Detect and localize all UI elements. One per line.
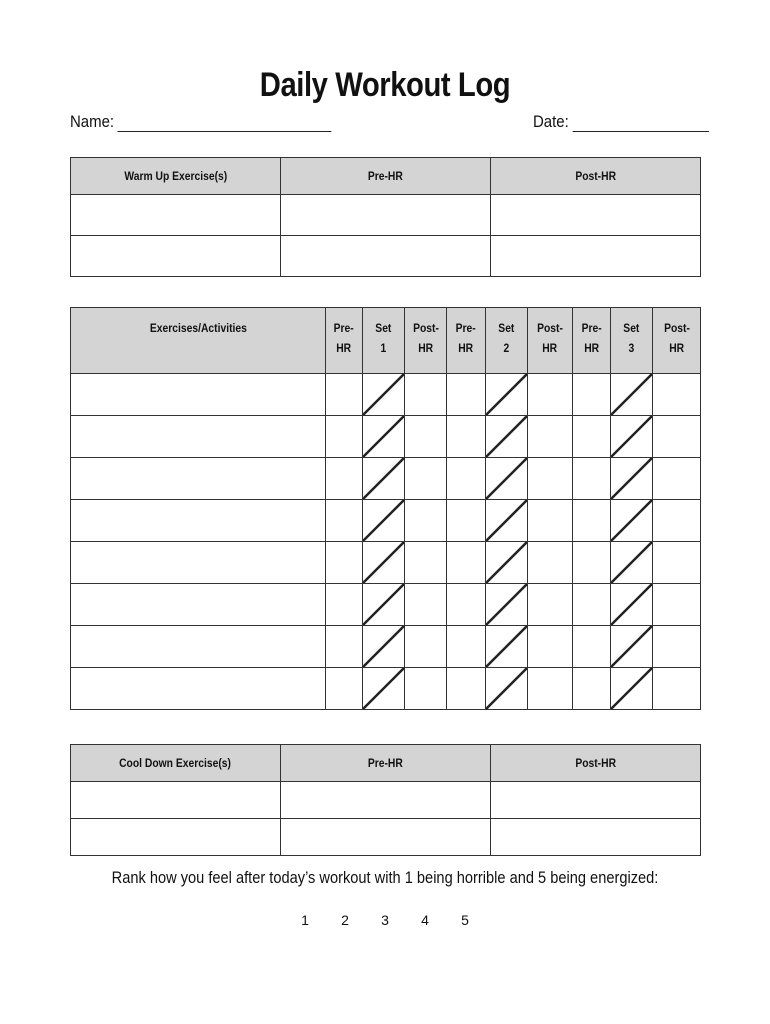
cooldown-pre-hr-cell[interactable] <box>281 819 491 856</box>
post-hr-3-cell[interactable] <box>653 500 701 542</box>
diagonal-divider <box>486 500 527 541</box>
pre-hr-3-cell[interactable] <box>573 458 611 500</box>
post-hr-2-cell[interactable] <box>528 416 573 458</box>
set-2-cell[interactable] <box>486 668 528 710</box>
diagonal-divider <box>486 416 527 457</box>
rank-option-5[interactable]: 5 <box>461 912 469 928</box>
name-label: Name: <box>70 112 115 131</box>
exercise-table-header: Set 2 <box>486 308 528 374</box>
exercise-row <box>71 584 701 626</box>
post-hr-2-cell[interactable] <box>528 668 573 710</box>
diagonal-divider <box>363 668 404 709</box>
diagonal-divider <box>611 584 652 625</box>
set-3-cell[interactable] <box>611 374 653 416</box>
exercise-cell[interactable] <box>71 458 326 500</box>
set-2-cell[interactable] <box>486 584 528 626</box>
post-hr-2-cell[interactable] <box>528 542 573 584</box>
pre-hr-3-cell[interactable] <box>573 542 611 584</box>
cooldown-header-post-hr: Post-HR <box>491 745 701 782</box>
date-field[interactable] <box>533 112 709 132</box>
pre-hr-2-cell[interactable] <box>447 626 486 668</box>
exercise-table-header: Pre- HR <box>447 308 486 374</box>
set-2-cell[interactable] <box>486 374 528 416</box>
set-1-cell[interactable] <box>363 416 405 458</box>
post-hr-3-cell[interactable] <box>653 458 701 500</box>
diagonal-divider <box>363 374 404 415</box>
cooldown-row <box>71 782 701 819</box>
pre-hr-3-cell[interactable] <box>573 668 611 710</box>
post-hr-3-cell[interactable] <box>653 668 701 710</box>
set-3-cell[interactable] <box>611 668 653 710</box>
rank-option-1[interactable]: 1 <box>301 912 309 928</box>
warmup-pre-hr-cell[interactable] <box>281 195 491 236</box>
date-label: Date: <box>533 112 569 131</box>
post-hr-1-cell[interactable] <box>405 374 447 416</box>
pre-hr-1-cell[interactable] <box>326 584 363 626</box>
pre-hr-1-cell[interactable] <box>326 626 363 668</box>
diagonal-divider <box>486 458 527 499</box>
exercise-row <box>71 542 701 584</box>
post-hr-1-cell[interactable] <box>405 416 447 458</box>
pre-hr-2-cell[interactable] <box>447 500 486 542</box>
set-1-cell[interactable] <box>363 584 405 626</box>
diagonal-divider <box>363 626 404 667</box>
exercise-cell[interactable] <box>71 500 326 542</box>
warmup-exercise-cell[interactable] <box>71 195 281 236</box>
warmup-header-post-hr: Post-HR <box>491 158 701 195</box>
exercise-cell[interactable] <box>71 416 326 458</box>
page-title: Daily Workout Log <box>259 66 511 104</box>
set-1-cell[interactable] <box>363 542 405 584</box>
pre-hr-3-cell[interactable] <box>573 416 611 458</box>
pre-hr-1-cell[interactable] <box>326 542 363 584</box>
exercise-cell[interactable] <box>71 374 326 416</box>
diagonal-divider <box>611 458 652 499</box>
exercise-table-header: Post- HR <box>528 308 573 374</box>
rank-option-3[interactable]: 3 <box>381 912 389 928</box>
cooldown-exercise-cell[interactable] <box>71 819 281 856</box>
post-hr-1-cell[interactable] <box>405 584 447 626</box>
set-2-cell[interactable] <box>486 416 528 458</box>
set-3-cell[interactable] <box>611 416 653 458</box>
exercise-table-header: Post- HR <box>653 308 701 374</box>
exercise-row <box>71 374 701 416</box>
cooldown-pre-hr-cell[interactable] <box>281 782 491 819</box>
post-hr-1-cell[interactable] <box>405 542 447 584</box>
set-2-cell[interactable] <box>486 542 528 584</box>
warmup-pre-hr-cell[interactable] <box>281 236 491 277</box>
diagonal-divider <box>486 626 527 667</box>
exercise-table-header: Set 1 <box>363 308 405 374</box>
cooldown-table <box>70 744 701 856</box>
pre-hr-1-cell[interactable] <box>326 458 363 500</box>
pre-hr-2-cell[interactable] <box>447 668 486 710</box>
rank-options <box>285 912 485 928</box>
diagonal-divider <box>363 542 404 583</box>
post-hr-3-cell[interactable] <box>653 584 701 626</box>
rank-prompt: Rank how you feel after today’s workout with 1 being horrible and 5 being energized: <box>111 868 659 887</box>
diagonal-divider <box>611 626 652 667</box>
diagonal-divider <box>363 584 404 625</box>
diagonal-divider <box>486 668 527 709</box>
diagonal-divider <box>363 458 404 499</box>
post-hr-3-cell[interactable] <box>653 374 701 416</box>
set-1-cell[interactable] <box>363 668 405 710</box>
set-3-cell[interactable] <box>611 584 653 626</box>
pre-hr-3-cell[interactable] <box>573 584 611 626</box>
cooldown-exercise-cell[interactable] <box>71 782 281 819</box>
pre-hr-1-cell[interactable] <box>326 500 363 542</box>
set-3-cell[interactable] <box>611 458 653 500</box>
diagonal-divider <box>486 374 527 415</box>
cooldown-post-hr-cell[interactable] <box>491 819 701 856</box>
post-hr-1-cell[interactable] <box>405 668 447 710</box>
pre-hr-2-cell[interactable] <box>447 584 486 626</box>
diagonal-divider <box>486 584 527 625</box>
post-hr-3-cell[interactable] <box>653 542 701 584</box>
exercise-row <box>71 416 701 458</box>
set-1-cell[interactable] <box>363 626 405 668</box>
cooldown-header-pre-hr: Pre-HR <box>281 745 491 782</box>
rank-option-4[interactable]: 4 <box>421 912 429 928</box>
warmup-exercise-cell[interactable] <box>71 236 281 277</box>
pre-hr-3-cell[interactable] <box>573 500 611 542</box>
diagonal-divider <box>486 542 527 583</box>
name-field[interactable] <box>70 112 331 132</box>
warmup-table <box>70 157 701 277</box>
pre-hr-3-cell[interactable] <box>573 374 611 416</box>
set-2-cell[interactable] <box>486 500 528 542</box>
pre-hr-1-cell[interactable] <box>326 668 363 710</box>
diagonal-divider <box>363 416 404 457</box>
diagonal-divider <box>363 500 404 541</box>
name-input-line[interactable] <box>118 117 332 132</box>
exercise-table-header: Set 3 <box>611 308 653 374</box>
warmup-row <box>71 236 701 277</box>
exercise-table-header: Post- HR <box>405 308 447 374</box>
post-hr-2-cell[interactable] <box>528 458 573 500</box>
post-hr-3-cell[interactable] <box>653 626 701 668</box>
set-3-cell[interactable] <box>611 500 653 542</box>
warmup-header-pre-hr: Pre-HR <box>281 158 491 195</box>
post-hr-2-cell[interactable] <box>528 500 573 542</box>
diagonal-divider <box>611 542 652 583</box>
exercise-cell[interactable] <box>71 584 326 626</box>
exercise-table-header: Pre- HR <box>326 308 363 374</box>
pre-hr-3-cell[interactable] <box>573 626 611 668</box>
post-hr-1-cell[interactable] <box>405 500 447 542</box>
warmup-post-hr-cell[interactable] <box>491 236 701 277</box>
cooldown-row <box>71 819 701 856</box>
set-1-cell[interactable] <box>363 458 405 500</box>
pre-hr-2-cell[interactable] <box>447 458 486 500</box>
cooldown-header-exercise: Cool Down Exercise(s) <box>71 745 281 782</box>
post-hr-1-cell[interactable] <box>405 458 447 500</box>
set-1-cell[interactable] <box>363 374 405 416</box>
exercise-row <box>71 458 701 500</box>
cooldown-post-hr-cell[interactable] <box>491 782 701 819</box>
pre-hr-1-cell[interactable] <box>326 416 363 458</box>
diagonal-divider <box>611 500 652 541</box>
warmup-header-exercise: Warm Up Exercise(s) <box>71 158 281 195</box>
pre-hr-2-cell[interactable] <box>447 416 486 458</box>
rank-option-2[interactable]: 2 <box>341 912 349 928</box>
exercise-cell[interactable] <box>71 668 326 710</box>
exercise-cell[interactable] <box>71 542 326 584</box>
exercise-row <box>71 668 701 710</box>
exercise-table <box>70 307 701 710</box>
pre-hr-2-cell[interactable] <box>447 374 486 416</box>
post-hr-2-cell[interactable] <box>528 374 573 416</box>
set-3-cell[interactable] <box>611 542 653 584</box>
pre-hr-1-cell[interactable] <box>326 374 363 416</box>
date-input-line[interactable] <box>572 117 708 132</box>
diagonal-divider <box>611 416 652 457</box>
exercise-row <box>71 500 701 542</box>
set-2-cell[interactable] <box>486 458 528 500</box>
set-2-cell[interactable] <box>486 626 528 668</box>
diagonal-divider <box>611 374 652 415</box>
post-hr-2-cell[interactable] <box>528 626 573 668</box>
pre-hr-2-cell[interactable] <box>447 542 486 584</box>
exercise-cell[interactable] <box>71 626 326 668</box>
exercise-table-header: Exercises/Activities <box>71 308 326 374</box>
post-hr-3-cell[interactable] <box>653 416 701 458</box>
warmup-row <box>71 195 701 236</box>
set-3-cell[interactable] <box>611 626 653 668</box>
post-hr-1-cell[interactable] <box>405 626 447 668</box>
warmup-post-hr-cell[interactable] <box>491 195 701 236</box>
set-1-cell[interactable] <box>363 500 405 542</box>
exercise-table-header: Pre- HR <box>573 308 611 374</box>
post-hr-2-cell[interactable] <box>528 584 573 626</box>
diagonal-divider <box>611 668 652 709</box>
exercise-row <box>71 626 701 668</box>
